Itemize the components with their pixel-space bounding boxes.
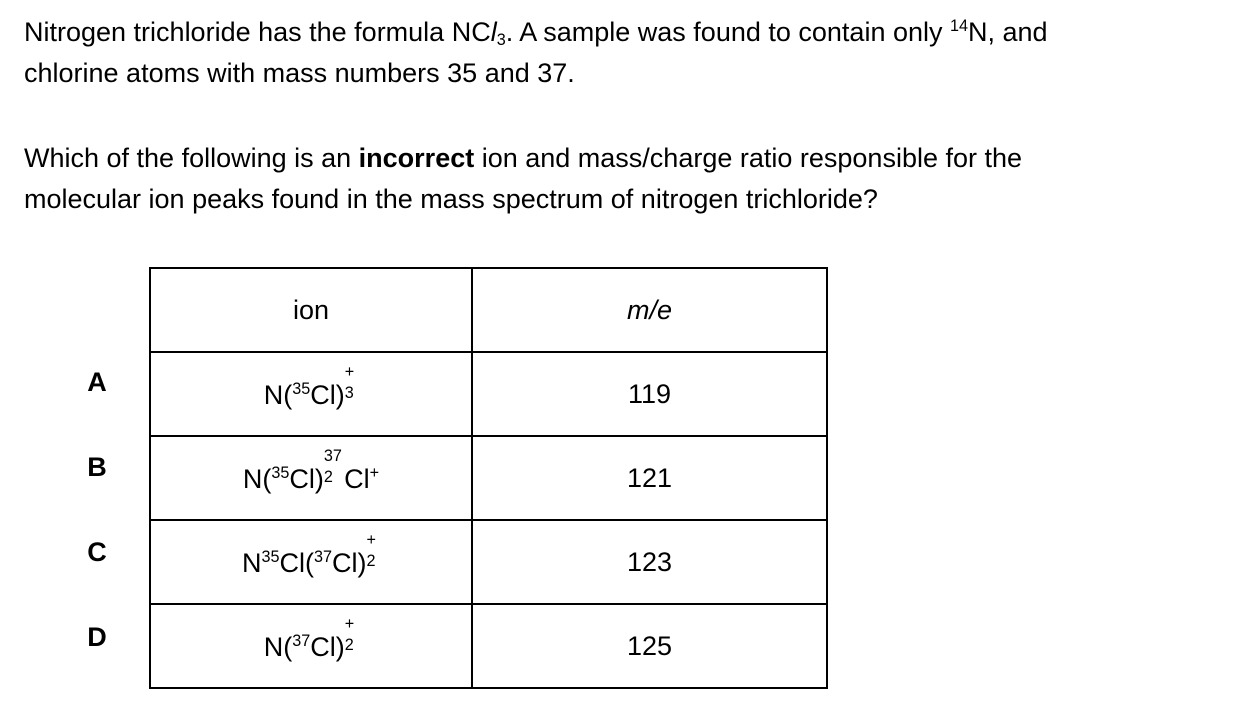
ion-isotope: 35 [292, 380, 311, 399]
ion-charge: + [344, 363, 355, 382]
prompt-text-2: ion and mass/charge ratio responsible for the [474, 143, 1023, 173]
intro-text-2: . A sample was found to contain only [505, 17, 950, 47]
ion-text: Cl [344, 464, 370, 494]
me-cell: 119 [472, 352, 827, 436]
ion-count: 3 [344, 384, 354, 403]
ion-sub-sup [366, 531, 381, 572]
ion-text: Cl) [310, 380, 345, 410]
me-cell: 125 [472, 604, 827, 688]
ion-charge: + [366, 531, 376, 550]
ion-sub-sup [344, 615, 359, 656]
prompt-bold: incorrect [358, 143, 475, 173]
ion-isotope: 35 [271, 464, 290, 483]
ion-charge: + [344, 615, 355, 634]
me-cell: 123 [472, 520, 827, 604]
isotope-superscript: 14 [950, 17, 969, 36]
ion-text: N( [242, 464, 272, 494]
intro-text-3: N, and [968, 17, 1048, 47]
ion-text: Cl) [332, 548, 367, 578]
ion-text: N [241, 548, 262, 578]
formula-subscript: 3 [496, 31, 506, 50]
table-header-row [150, 268, 827, 352]
ion-isotope: 37 [323, 447, 342, 466]
ion-cell [150, 436, 472, 520]
ion-isotope: 37 [314, 548, 333, 567]
ion-charge: + [369, 464, 380, 483]
table-row [150, 436, 827, 520]
ion-text: N( [263, 632, 293, 662]
me-cell: 121 [472, 436, 827, 520]
ion-text: Cl( [279, 548, 314, 578]
ion-cell [150, 520, 472, 604]
prompt-text-3: molecular ion peaks found in the mass spectrum of nitrogen trichloride? [24, 184, 878, 214]
table-row [150, 604, 827, 688]
ion-count: 2 [323, 468, 333, 487]
formula-italic-l: l [490, 17, 497, 47]
header-ion: ion [150, 268, 472, 352]
ion-cell [150, 604, 472, 688]
ion-isotope: 35 [261, 548, 280, 567]
prompt-text: Which of the following is an [24, 143, 359, 173]
question-intro [24, 12, 1048, 94]
ion-count: 2 [344, 636, 354, 655]
intro-text: Nitrogen trichloride has the formula NC [24, 17, 491, 47]
table-row [150, 520, 827, 604]
question-prompt [24, 138, 1022, 220]
option-letter-d: D [87, 622, 107, 652]
ion-isotope: 37 [292, 632, 311, 651]
ion-sub-sup [323, 447, 344, 488]
header-me: m/e [472, 268, 827, 352]
ion-count: 2 [366, 552, 376, 571]
option-letter-a: A [87, 367, 107, 397]
ion-text: Cl) [310, 632, 345, 662]
options-table [149, 267, 828, 689]
option-letter-c: C [87, 537, 107, 567]
ion-sub-sup [344, 363, 359, 404]
ion-text: N( [263, 380, 293, 410]
option-letter-b: B [87, 452, 107, 482]
ion-text: Cl) [289, 464, 324, 494]
intro-text-4: chlorine atoms with mass numbers 35 and 37. [24, 58, 575, 88]
table-row [150, 352, 827, 436]
ion-cell [150, 352, 472, 436]
